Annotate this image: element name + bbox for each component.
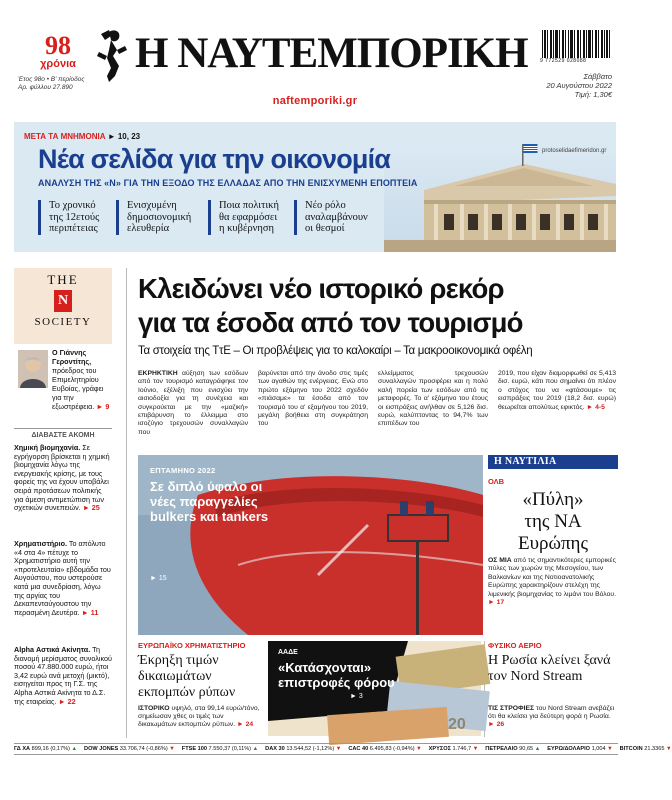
arrow-down-icon: ▼ <box>607 746 613 752</box>
banner-kicker-ref: ► 10, 23 <box>107 132 141 141</box>
main-body-column: βαρύνεται από την άνοδο στις τιμές των αγαθών της ενέργειας. Ενώ στο πρώτο εξάμηνο του 2022 σχεδόν «πιάσαμε» τα έσοδα από τον τουρισμό του α' εξαμήνου του 2019, μεγάλη βοήθεια στη συγκράτηση του <box>258 370 368 428</box>
ticker-value: 1.746,7 <box>452 746 472 752</box>
masthead <box>0 0 630 118</box>
banner-item-line: ελευθερία <box>127 223 170 234</box>
story-text: Τη διανομή μερίσματος συνολικού ποσού 47.880.000 ευρώ, ήτοι 3,42 ευρώ ανά μετοχή (μικτό), εισηγείται προς τη Γ.Σ. της Alpha Αστικά Ακίνητα το Δ.Σ. της εταιρείας. <box>14 645 112 706</box>
ticker-value: 7.550,37 (0,11%) <box>208 746 252 752</box>
arrow-up-icon: ▲ <box>534 746 541 752</box>
gas-kicker: ΦΥΣΙΚΟ ΑΕΡΙΟ <box>488 641 542 650</box>
read-more-story[interactable] <box>14 540 112 617</box>
euro-lead: ΙΣΤΟΡΙΚΟ <box>138 705 170 712</box>
main-headline-line: για τα έσοδα από τον τουρισμό <box>138 307 523 338</box>
banner-item-line: της 12ετούς <box>49 211 100 223</box>
arrow-down-icon: ▼ <box>666 746 672 752</box>
arrow-down-icon: ▼ <box>472 746 479 752</box>
gas-text: του Nord Stream ανεβάζει ότι θα κλείσει για δεύτερη φορά η Ρωσία. <box>488 705 615 721</box>
main-body-lead: ΕΚΡΗΚΤΙΚΗ <box>138 370 178 377</box>
market-ticker <box>14 743 672 755</box>
ticker-name: CAC 40 <box>348 746 369 752</box>
society-blurb[interactable] <box>52 348 110 411</box>
years-number: 98 <box>45 31 71 60</box>
years-word: χρόνια <box>40 58 76 70</box>
banner-item-line: Το χρονικό <box>49 200 96 211</box>
nautilia-headline-line: «Πύλη» <box>522 489 584 510</box>
columnist-photo <box>18 350 48 388</box>
ticker-value: 1,004 <box>591 746 606 752</box>
banner-item-line: οι θεσμοί <box>305 223 345 234</box>
nautilia-text: από τις σημαντικότερες εμπορικές πύλες των χωρών της Μεσογείου, των Βαλκανίων και της Νοτιοανατολικής Ευρώπης χαρακτηρίζουν στελέχη της λιμενικής βιομηχανίας το λιμάνι του Βόλου. <box>488 557 616 598</box>
gas-body <box>488 705 616 730</box>
banner-kicker <box>24 132 140 141</box>
banner-item-line: περιπέτειας <box>49 223 98 234</box>
ticker-name: DAX 30 <box>265 746 285 752</box>
society-text: πρόεδρος του Επιμελητηρίου Ευβοίας, γράφει για την εξωστρέφεια. <box>52 366 104 411</box>
main-body-column <box>138 370 248 437</box>
banner-item-line: Ποια πολιτική <box>219 200 279 211</box>
euro-headline[interactable]: Έκρηξη τιμών δικαιωμάτων εκπομπών ρύπων <box>138 653 236 700</box>
ticker-name: ΧΡΥΣΟΣ <box>428 746 451 752</box>
arrow-up-icon: ▲ <box>252 746 259 752</box>
arrow-down-icon: ▼ <box>169 746 175 752</box>
ship-headline: Σε διπλό ύφαλο οι νέες παραγγελίες bulkers και tankers <box>150 479 269 524</box>
nautilia-ref: ► 17 <box>488 599 505 607</box>
nautilia-headline-line: της ΝΑ <box>524 511 582 532</box>
issue-line: Έτος 98ο • Β' περίοδος <box>18 76 85 83</box>
nautilia-body <box>488 557 616 607</box>
ticker-item <box>182 746 258 752</box>
main-subheadline: Τα στοιχεία της ΤτΕ – Οι προβλέψεις για το καλοκαίρι – Τα μακροοικονομικά οφέλη <box>138 345 533 357</box>
barcode-icon <box>540 30 612 58</box>
ticker-value: 90,65 <box>519 746 534 752</box>
dateline <box>540 72 612 99</box>
story-title: Χημική βιομηχανία. <box>14 443 81 452</box>
banner-item-line: Ενισχυμένη <box>127 200 177 211</box>
ship-kicker: ΕΠΤΑΜΗΝΟ 2022 <box>150 466 216 475</box>
banner-item-line: δημοσιονομική <box>127 211 192 223</box>
website-link[interactable]: naftemporiki.gr <box>272 95 358 107</box>
banner-item-line: Νέο ρόλο <box>305 200 346 211</box>
euro-text: υψηλό, στα 99,14 ευρώ/τόνο, σημείωσαν χθες οι τιμές των δικαιωμάτων εκπομπών ρύπων. <box>138 705 260 729</box>
hermes-logo-icon <box>95 26 129 84</box>
ticker-item <box>84 746 175 752</box>
nautilia-lead: ΟΣ ΜΙΑ <box>488 557 512 564</box>
society-word: SOCIETY <box>34 316 92 328</box>
euro-kicker: ΕΥΡΩΠΑΪΚΟ ΧΡΗΜΑΤΙΣΤΗΡΙΟ <box>138 641 246 650</box>
gas-ref: ► 26 <box>488 721 505 729</box>
left-column <box>14 268 112 738</box>
story-ref: ► 22 <box>58 696 76 706</box>
nautilia-kicker: ΟΛΒ <box>488 477 505 486</box>
main-body-ref: ► 4-5 <box>586 403 605 411</box>
ticker-name: DOW JONES <box>84 746 119 752</box>
nautilia-headline[interactable] <box>488 489 618 555</box>
watermark: protoselidaefimeridon.gr <box>542 148 607 154</box>
story-ref: ► 25 <box>82 503 100 513</box>
ticker-value: 899,16 (0,17%) <box>31 746 70 752</box>
issue-day: Σάββατο <box>583 72 612 81</box>
banner-title[interactable]: Νέα σελίδα για την οικονομία <box>38 144 391 174</box>
aade-feature[interactable] <box>268 641 481 736</box>
main-body-text: 2019, που είχαν διαμορφωθεί σε 5,413 δισ. ευρώ, κάτι που σημαίνει ότι πλέον ο στόχος του να «φτάσουμε» τις εισπράξεις του 2019 (18,2 δισ. ευρώ) θεωρείται απολύτως εφικτός. <box>498 370 616 411</box>
story-text: Το απόλυτο «4 στα 4» πέτυχε το Χρηματιστήριο αυτή την «προτελευταία» εβδομάδα του Αυγούστου, που υστερούσε κατά μια συνεδρίαση, λόγω της αργίας του Δεκαπενταύγουστου την περασμένη Δευτέρα. <box>14 539 111 617</box>
banner-item[interactable] <box>294 200 368 235</box>
banner-item[interactable] <box>38 200 99 235</box>
banner-item[interactable] <box>116 200 191 235</box>
ticker-name: FTSE 100 <box>181 746 207 752</box>
society-n-logo: N <box>54 290 72 312</box>
main-body-text: αύξηση των εσόδων από τον τουρισμό καταγράφηκε τον Ιούνιο, εξέλιξη που ενισχύει την αισιοδοξία για τη συνέχεια και συγκρούεται με την «μαζική» επιβάρυνση το έλλειμμα στο ισοζύγιο τρεχουσών συναλλαγών που <box>138 370 248 436</box>
aade-ref: ► 3 <box>350 693 363 700</box>
main-body-column: ελλείμματος τρεχουσών συναλλαγών προσφέρει και η πολύ καλή πορεία των εσόδων από τις μεταφορές. Το α' εξάμηνο του έτους οι εισπράξεις ανήλθαν σε 5,126 δισ. ευρώ, καλύπτοντας το 94,7% των επιπέδων του <box>378 370 488 428</box>
barcode-number: 9 772529 028088 <box>540 58 587 64</box>
arrow-up-icon: ▲ <box>71 746 78 752</box>
story-title: Alpha Αστικά Ακίνητα. <box>14 645 91 654</box>
society-ref: ► 9 <box>96 402 110 411</box>
gas-lead: ΤΙΣ ΣΤΡΟΦΙΕΣ <box>488 705 535 712</box>
read-more-story[interactable] <box>14 646 112 706</box>
greek-flag-icon <box>524 144 538 153</box>
euro-body <box>138 705 263 730</box>
ticker-item <box>547 746 612 752</box>
ticker-item <box>265 746 341 752</box>
nautilia-section-header[interactable]: Η ΝΑΥΤΙΛΙΑ <box>488 455 618 469</box>
shipbuilding-feature[interactable] <box>138 455 483 635</box>
column-divider <box>126 268 127 738</box>
ticker-item <box>14 746 77 752</box>
ticker-item <box>429 746 479 752</box>
anniversary-badge <box>28 31 88 70</box>
ticker-value: 33.706,74 (-0,86%) <box>119 746 168 752</box>
ticker-name: ΕΥΡΩ/ΔΟΛΑΡΙΟ <box>547 746 590 752</box>
read-more-label: ΔΙΑΒΑΣΤΕ ΑΚΟΜΗ <box>14 428 112 439</box>
ticker-value: 21.3365 <box>644 746 665 752</box>
society-the: THE <box>47 272 79 287</box>
aade-kicker: ΑΑΔΕ <box>278 649 298 656</box>
main-headline[interactable] <box>138 272 618 340</box>
arrow-down-icon: ▼ <box>335 746 342 752</box>
society-name: Ο Γιάννης Γεροντίτης, <box>52 348 92 366</box>
ticker-name: BITCOIN <box>619 746 643 752</box>
story-ref: ► 11 <box>81 607 99 617</box>
gas-headline[interactable]: Η Ρωσία κλείνει ξανά τον Nord Stream <box>488 653 611 684</box>
banner-item-line: η κυβέρνηση <box>219 223 274 234</box>
banner-kicker-text: ΜΕΤΑ ΤΑ ΜΝΗΜΟΝΙΑ <box>24 132 106 141</box>
newspaper-title: Η ΝΑΥΤΕΜΠΟΡΙΚΗ <box>135 30 528 77</box>
read-more-story[interactable] <box>14 444 112 513</box>
ticker-name: ΓΔ ΧΑ <box>14 746 31 752</box>
story-text: Σε εγρήγορση βρίσκεται η χημική βιομηχανία λόγω της ενεργειακής κρίσης, με τους φορείς της να έχουν υποβάλει σειρά προτάσεων πολιτικής για άμεση αντιμετώπιση των σχετικών συνεπειών. <box>14 443 110 513</box>
svg-text:20: 20 <box>448 716 466 733</box>
parliament-building-image <box>384 142 616 252</box>
top-banner[interactable] <box>14 122 616 252</box>
banner-item[interactable] <box>208 200 279 235</box>
ticker-value: 13.544,52 (-1,12%) <box>286 746 335 752</box>
arrow-down-icon: ▼ <box>416 746 422 752</box>
ticker-item <box>348 746 421 752</box>
banner-subtitle: ΑΝΑΛΥΣΗ ΤΗΣ «Ν» ΓΙΑ ΤΗΝ ΕΞΟΔΟ ΤΗΣ ΕΛΛΑΔΑΣ ΑΠΟ ΤΗΝ ΕΝΙΣΧΥΜΕΝΗ ΕΠΟΠΤΕΙΑ <box>38 178 418 188</box>
ticker-item <box>620 746 672 752</box>
ticker-value: 6.495,83 (-0,94%) <box>369 746 415 752</box>
main-body-column <box>498 370 616 412</box>
banner-item-line: θα εφαρμόσει <box>219 211 278 223</box>
story-title: Χρηματιστήριο. <box>14 539 67 548</box>
banner-item-line: αναλαμβάνουν <box>305 211 368 223</box>
euro-ref: ► 24 <box>236 721 254 729</box>
nautilia-headline-line: Ευρώπης <box>517 533 589 554</box>
issue-number: Αρ. φύλλου 27.890 <box>18 84 73 91</box>
aade-headline: «Κατάσχονται» επιστροφές φόρου <box>278 660 395 690</box>
main-headline-line: Κλειδώνει νέο ιστορικό ρεκόρ <box>138 273 504 304</box>
ticker-item <box>485 746 540 752</box>
ticker-name: ΠΕΤΡΕΛΑΙΟ <box>485 746 518 752</box>
issue-price: Τιμή: 1,30€ <box>574 90 612 99</box>
issue-date: 20 Αυγούστου 2022 <box>546 81 612 90</box>
issue-info <box>18 76 85 92</box>
ship-ref: ► 15 <box>150 575 167 582</box>
